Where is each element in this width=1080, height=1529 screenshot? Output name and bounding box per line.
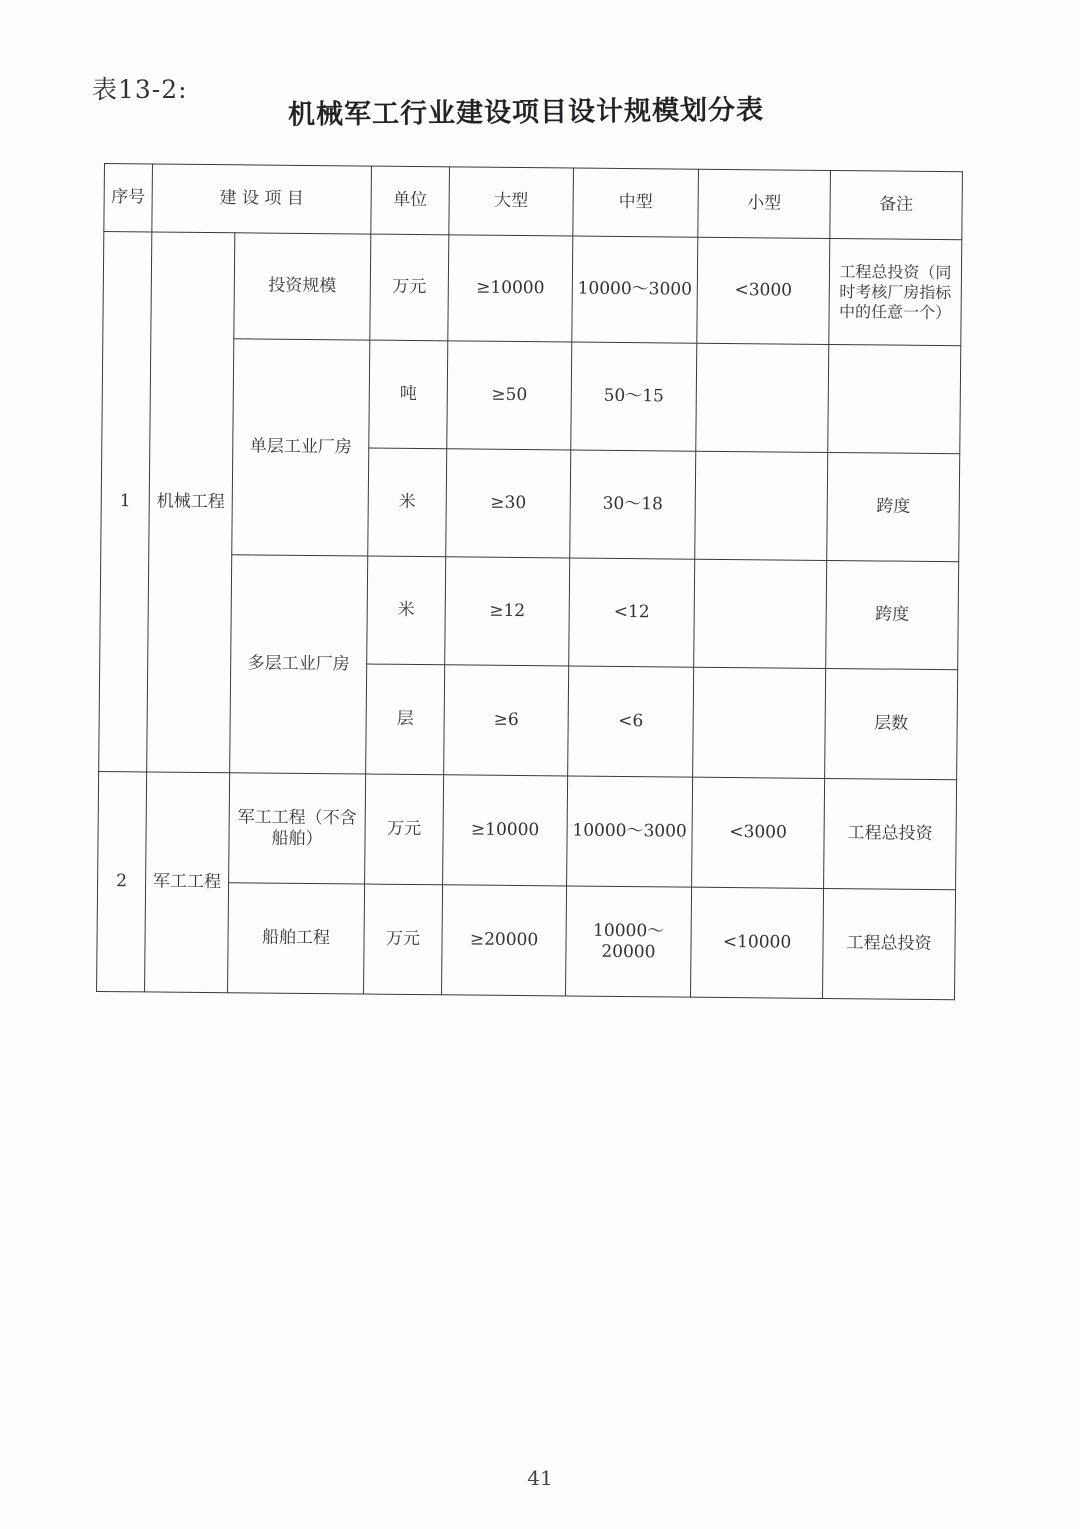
cell-small (695, 451, 828, 560)
table-row (103, 232, 962, 346)
header-project: 建 设 项 目 (152, 164, 372, 234)
cell-medium: 10000～3000 (572, 236, 698, 343)
header-note: 备注 (830, 170, 963, 239)
cell-medium: <6 (568, 666, 694, 777)
cell-note: 跨度 (826, 560, 959, 669)
cell-large: ≥20000 (442, 885, 567, 996)
cell-large: ≥30 (446, 449, 571, 558)
scale-table-container (96, 163, 962, 1000)
cell-unit: 万元 (364, 884, 443, 995)
table-label: 表13-2: (92, 75, 188, 104)
cell-note: 层数 (825, 668, 958, 779)
scale-table (96, 163, 963, 1000)
page-number: 41 (527, 1466, 553, 1490)
cell-unit: 万元 (370, 234, 449, 341)
cell-large: ≥10000 (443, 775, 568, 886)
item-name: 船舶工程 (228, 883, 365, 994)
cell-large: ≥6 (444, 665, 569, 776)
cell-medium: <12 (569, 558, 695, 667)
table-row (98, 771, 957, 889)
header-medium: 中型 (573, 168, 699, 237)
cell-unit: 层 (366, 664, 445, 775)
group-seq: 1 (99, 232, 152, 772)
header-seq: 序号 (104, 164, 153, 232)
cell-unit: 米 (368, 448, 447, 557)
item-name: 投资规模 (234, 233, 371, 340)
group-seq: 2 (97, 771, 147, 991)
cell-unit: 万元 (365, 774, 444, 885)
cell-small (693, 667, 826, 778)
group-name: 机械工程 (147, 232, 235, 773)
cell-small: <3000 (692, 777, 825, 888)
cell-note (828, 344, 961, 453)
cell-small: <10000 (691, 887, 824, 998)
cell-unit: 吨 (369, 340, 448, 449)
cell-medium: 10000～20000 (566, 886, 692, 997)
cell-unit: 米 (367, 556, 446, 665)
cell-large: ≥10000 (448, 235, 573, 342)
cell-note: 工程总投资 (824, 778, 957, 889)
item-name: 军工工程（不含船舶） (229, 773, 366, 884)
cell-medium: 30～18 (570, 450, 696, 559)
header-small: 小型 (698, 169, 831, 238)
cell-note: 跨度 (827, 452, 960, 561)
cell-medium: 50～15 (571, 342, 697, 451)
cell-large: ≥50 (447, 341, 572, 450)
header-large: 大型 (449, 167, 574, 236)
page-title: 机械军工行业建设项目设计规模划分表 (287, 94, 765, 131)
cell-small (696, 343, 829, 452)
cell-note: 工程总投资 (823, 888, 956, 999)
item-name: 多层工业厂房 (230, 555, 368, 774)
header-unit: 单位 (371, 166, 450, 235)
cell-small (694, 559, 827, 668)
cell-medium: 10000～3000 (567, 776, 693, 887)
cell-large: ≥12 (445, 557, 570, 666)
cell-note: 工程总投资（同时考核厂房指标中的任意一个） (829, 238, 962, 345)
group-name: 军工工程 (145, 772, 230, 993)
item-name: 单层工业厂房 (232, 339, 370, 556)
cell-small: <3000 (697, 237, 830, 344)
table-header-row (104, 164, 963, 240)
